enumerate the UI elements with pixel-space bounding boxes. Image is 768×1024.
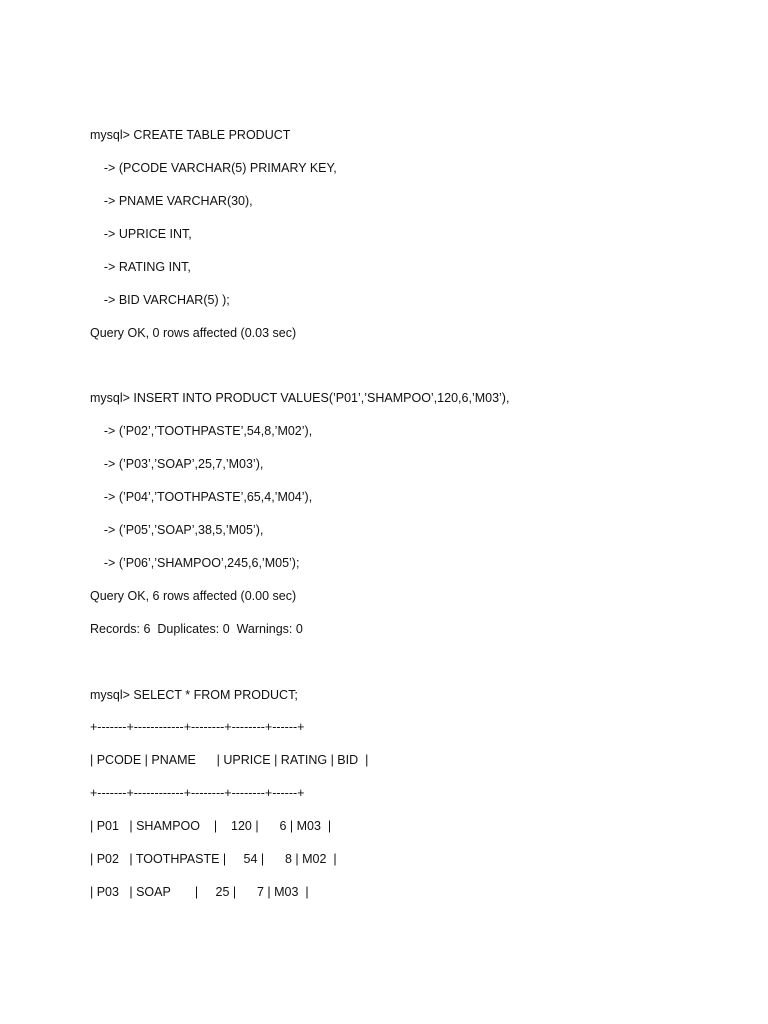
sql-records-summary: Records: 6 Duplicates: 0 Warnings: 0 (90, 622, 303, 636)
sql-result-message: Query OK, 6 rows affected (0.00 sec) (90, 589, 297, 603)
sql-continuation-line: -> (’P05’,’SOAP’,38,5,’M05’), (90, 523, 264, 537)
sql-continuation-line: -> UPRICE INT, (90, 227, 192, 241)
sql-continuation-line: -> (PCODE VARCHAR(5) PRIMARY KEY, (90, 161, 337, 175)
table-row: | P01 | SHAMPOO | 120 | 6 | M03 | (90, 819, 332, 833)
table-row: | P03 | SOAP | 25 | 7 | M03 | (90, 885, 309, 899)
sql-prompt-create: mysql> CREATE TABLE PRODUCT (90, 128, 291, 142)
sql-result-message: Query OK, 0 rows affected (0.03 sec) (90, 326, 297, 340)
table-border-line: +-------+------------+--------+--------+------+ (90, 720, 305, 734)
sql-continuation-line: -> (’P06’,’SHAMPOO’,245,6,’M05’); (90, 556, 300, 570)
table-header-row: | PCODE | PNAME | UPRICE | RATING | BID | (90, 753, 369, 767)
sql-continuation-line: -> RATING INT, (90, 260, 191, 274)
sql-continuation-line: -> PNAME VARCHAR(30), (90, 194, 253, 208)
sql-continuation-line: -> BID VARCHAR(5) ); (90, 293, 230, 307)
sql-continuation-line: -> (’P03’,’SOAP’,25,7,’M03’), (90, 457, 264, 471)
sql-prompt-insert: mysql> INSERT INTO PRODUCT VALUES(’P01’,’SHAMPOO’,120,6,’M03’), (90, 391, 510, 405)
sql-continuation-line: -> (’P04’,’TOOTHPASTE’,65,4,’M04’), (90, 490, 313, 504)
table-border-line: +-------+------------+--------+--------+------+ (90, 786, 305, 800)
table-row: | P02 | TOOTHPASTE | 54 | 8 | M02 | (90, 852, 337, 866)
sql-prompt-select: mysql> SELECT * FROM PRODUCT; (90, 688, 298, 702)
sql-continuation-line: -> (’P02’,’TOOTHPASTE’,54,8,’M02’), (90, 424, 313, 438)
